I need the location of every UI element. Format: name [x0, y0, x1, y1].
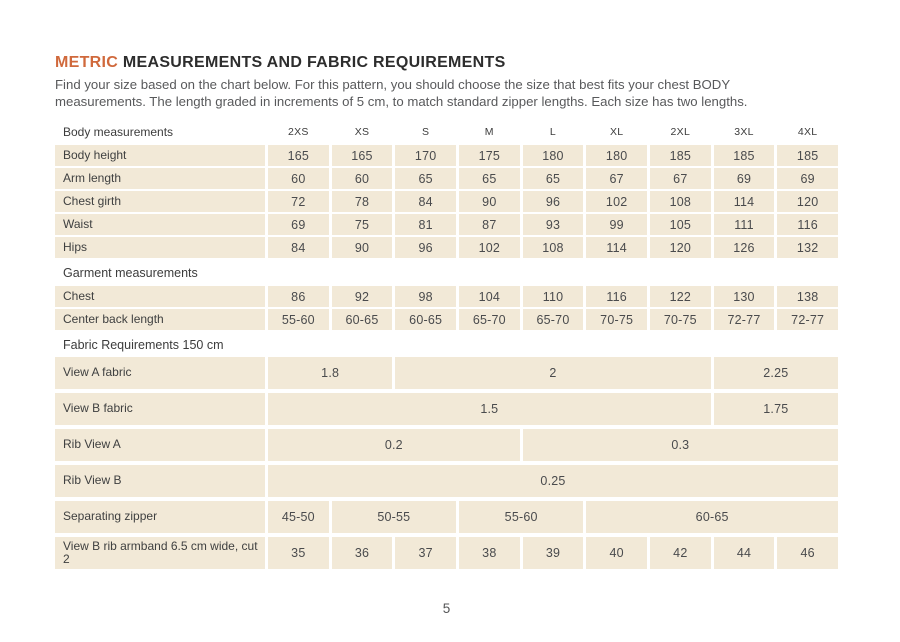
value-cell: 96 — [523, 191, 584, 212]
table-row — [55, 309, 838, 330]
value-cell: 42 — [650, 537, 711, 569]
value-cell: 72-77 — [777, 309, 838, 330]
value-cell: 37 — [395, 537, 456, 569]
value-cell: 90 — [332, 237, 393, 258]
value-cell: 78 — [332, 191, 393, 212]
size-table — [55, 120, 838, 569]
value-cell: 65 — [523, 168, 584, 189]
value-cell: 102 — [586, 191, 647, 212]
table-row — [55, 429, 838, 461]
row-label-cell: Chest — [55, 286, 265, 307]
table-row — [55, 357, 838, 389]
value-cell: 1.8 — [268, 357, 392, 389]
value-cell: 67 — [650, 168, 711, 189]
value-cell: 60 — [268, 168, 329, 189]
value-cell: 104 — [459, 286, 520, 307]
value-cell: 105 — [650, 214, 711, 235]
value-cell: 114 — [714, 191, 775, 212]
intro-line: Find your size based on the chart below. For this pattern, you should choose the size that best fits your chest BODY — [55, 77, 731, 92]
size-header-cell: 4XL — [797, 125, 818, 138]
row-label-cell: Separating zipper — [55, 501, 265, 533]
value-cell: 0.3 — [523, 429, 838, 461]
value-cell: 98 — [395, 286, 456, 307]
value-cell: 120 — [777, 191, 838, 212]
title-highlight: METRIC — [55, 54, 119, 71]
value-cell: 185 — [714, 145, 775, 166]
row-label-cell: Waist — [55, 214, 265, 235]
value-cell: 45-50 — [268, 501, 329, 533]
table-row — [55, 465, 838, 497]
value-cell: 84 — [395, 191, 456, 212]
value-cell: 111 — [714, 214, 775, 235]
value-cell: 116 — [777, 214, 838, 235]
value-cell: 138 — [777, 286, 838, 307]
value-cell: 130 — [714, 286, 775, 307]
value-cell: 55-60 — [459, 501, 583, 533]
value-cell: 60-65 — [586, 501, 838, 533]
value-cell: 69 — [714, 168, 775, 189]
page-title — [55, 54, 838, 72]
table-row — [55, 393, 838, 425]
size-header-cell: L — [549, 125, 557, 138]
row-label-cell: Rib View B — [55, 465, 265, 497]
table-row — [55, 237, 838, 258]
value-cell: 84 — [268, 237, 329, 258]
value-cell: 180 — [586, 145, 647, 166]
row-label-cell: Rib View A — [55, 429, 265, 461]
value-cell: 120 — [650, 237, 711, 258]
row-label-cell: Center back length — [55, 309, 265, 330]
value-cell: 65-70 — [523, 309, 584, 330]
table-row — [55, 286, 838, 307]
title-rest: MEASUREMENTS AND FABRIC REQUIREMENTS — [118, 54, 506, 71]
value-cell: 90 — [459, 191, 520, 212]
value-cell: 44 — [714, 537, 775, 569]
page-number: 5 — [442, 601, 451, 616]
row-label-cell: Chest girth — [55, 191, 265, 212]
value-cell: 65-70 — [459, 309, 520, 330]
value-cell: 70-75 — [650, 309, 711, 330]
value-cell: 67 — [586, 168, 647, 189]
value-cell: 102 — [459, 237, 520, 258]
value-cell: 165 — [332, 145, 393, 166]
value-cell: 69 — [268, 214, 329, 235]
intro-paragraph — [55, 77, 838, 110]
size-header-cell: XL — [609, 125, 624, 138]
table-row — [55, 168, 838, 189]
section-header-fabric: Fabric Requirements 150 cm — [55, 332, 838, 357]
value-cell: 38 — [459, 537, 520, 569]
value-cell: 46 — [777, 537, 838, 569]
value-cell: 2.25 — [714, 357, 838, 389]
value-cell: 2 — [395, 357, 710, 389]
value-cell: 36 — [332, 537, 393, 569]
value-cell: 122 — [650, 286, 711, 307]
value-cell: 170 — [395, 145, 456, 166]
value-cell: 1.5 — [268, 393, 711, 425]
value-cell: 60 — [332, 168, 393, 189]
table-header-label: Body measurements — [63, 124, 174, 139]
document-page — [55, 54, 838, 616]
table-row — [55, 537, 838, 569]
value-cell: 70-75 — [586, 309, 647, 330]
value-cell: 96 — [395, 237, 456, 258]
value-cell: 99 — [586, 214, 647, 235]
value-cell: 65 — [395, 168, 456, 189]
table-row — [55, 214, 838, 235]
value-cell: 116 — [586, 286, 647, 307]
size-header-cell: S — [422, 125, 430, 138]
value-cell: 60-65 — [332, 309, 393, 330]
value-cell: 55-60 — [268, 309, 329, 330]
size-header-cell: XS — [354, 125, 370, 138]
value-cell: 175 — [459, 145, 520, 166]
value-cell: 108 — [650, 191, 711, 212]
value-cell: 126 — [714, 237, 775, 258]
value-cell: 75 — [332, 214, 393, 235]
value-cell: 1.75 — [714, 393, 838, 425]
size-header-cell: 3XL — [734, 125, 754, 138]
value-cell: 72 — [268, 191, 329, 212]
table-row — [55, 501, 838, 533]
value-cell: 86 — [268, 286, 329, 307]
value-cell: 185 — [650, 145, 711, 166]
value-cell: 180 — [523, 145, 584, 166]
value-cell: 165 — [268, 145, 329, 166]
value-cell: 108 — [523, 237, 584, 258]
value-cell: 40 — [586, 537, 647, 569]
size-header-cell: 2XS — [287, 125, 309, 138]
intro-line: measurements. The length graded in increments of 5 cm, to match standard zipper lengths. Each size has two lengths. — [55, 93, 748, 109]
row-label-cell: View B rib armband 6.5 cm wide, cut 2 — [55, 537, 265, 569]
section-header-garment: Garment measurements — [55, 260, 838, 286]
value-cell: 72-77 — [714, 309, 775, 330]
value-cell: 87 — [459, 214, 520, 235]
row-label-cell: View B fabric — [55, 393, 265, 425]
size-header-cell: M — [484, 125, 494, 138]
value-cell: 185 — [777, 145, 838, 166]
value-cell: 93 — [523, 214, 584, 235]
table-row — [55, 191, 838, 212]
value-cell: 39 — [523, 537, 584, 569]
size-header-cell: 2XL — [670, 125, 691, 138]
value-cell: 132 — [777, 237, 838, 258]
row-label-cell: Hips — [55, 237, 265, 258]
value-cell: 50-55 — [332, 501, 456, 533]
table-header-row — [55, 120, 838, 143]
row-label-cell: View A fabric — [55, 357, 265, 389]
value-cell: 81 — [395, 214, 456, 235]
value-cell: 65 — [459, 168, 520, 189]
value-cell: 0.25 — [268, 465, 838, 497]
row-label-cell: Body height — [55, 145, 265, 166]
value-cell: 110 — [523, 286, 584, 307]
value-cell: 69 — [777, 168, 838, 189]
row-label-cell: Arm length — [55, 168, 265, 189]
value-cell: 114 — [586, 237, 647, 258]
value-cell: 35 — [268, 537, 329, 569]
table-row — [55, 145, 838, 166]
value-cell: 0.2 — [268, 429, 520, 461]
value-cell: 92 — [332, 286, 393, 307]
value-cell: 60-65 — [395, 309, 456, 330]
